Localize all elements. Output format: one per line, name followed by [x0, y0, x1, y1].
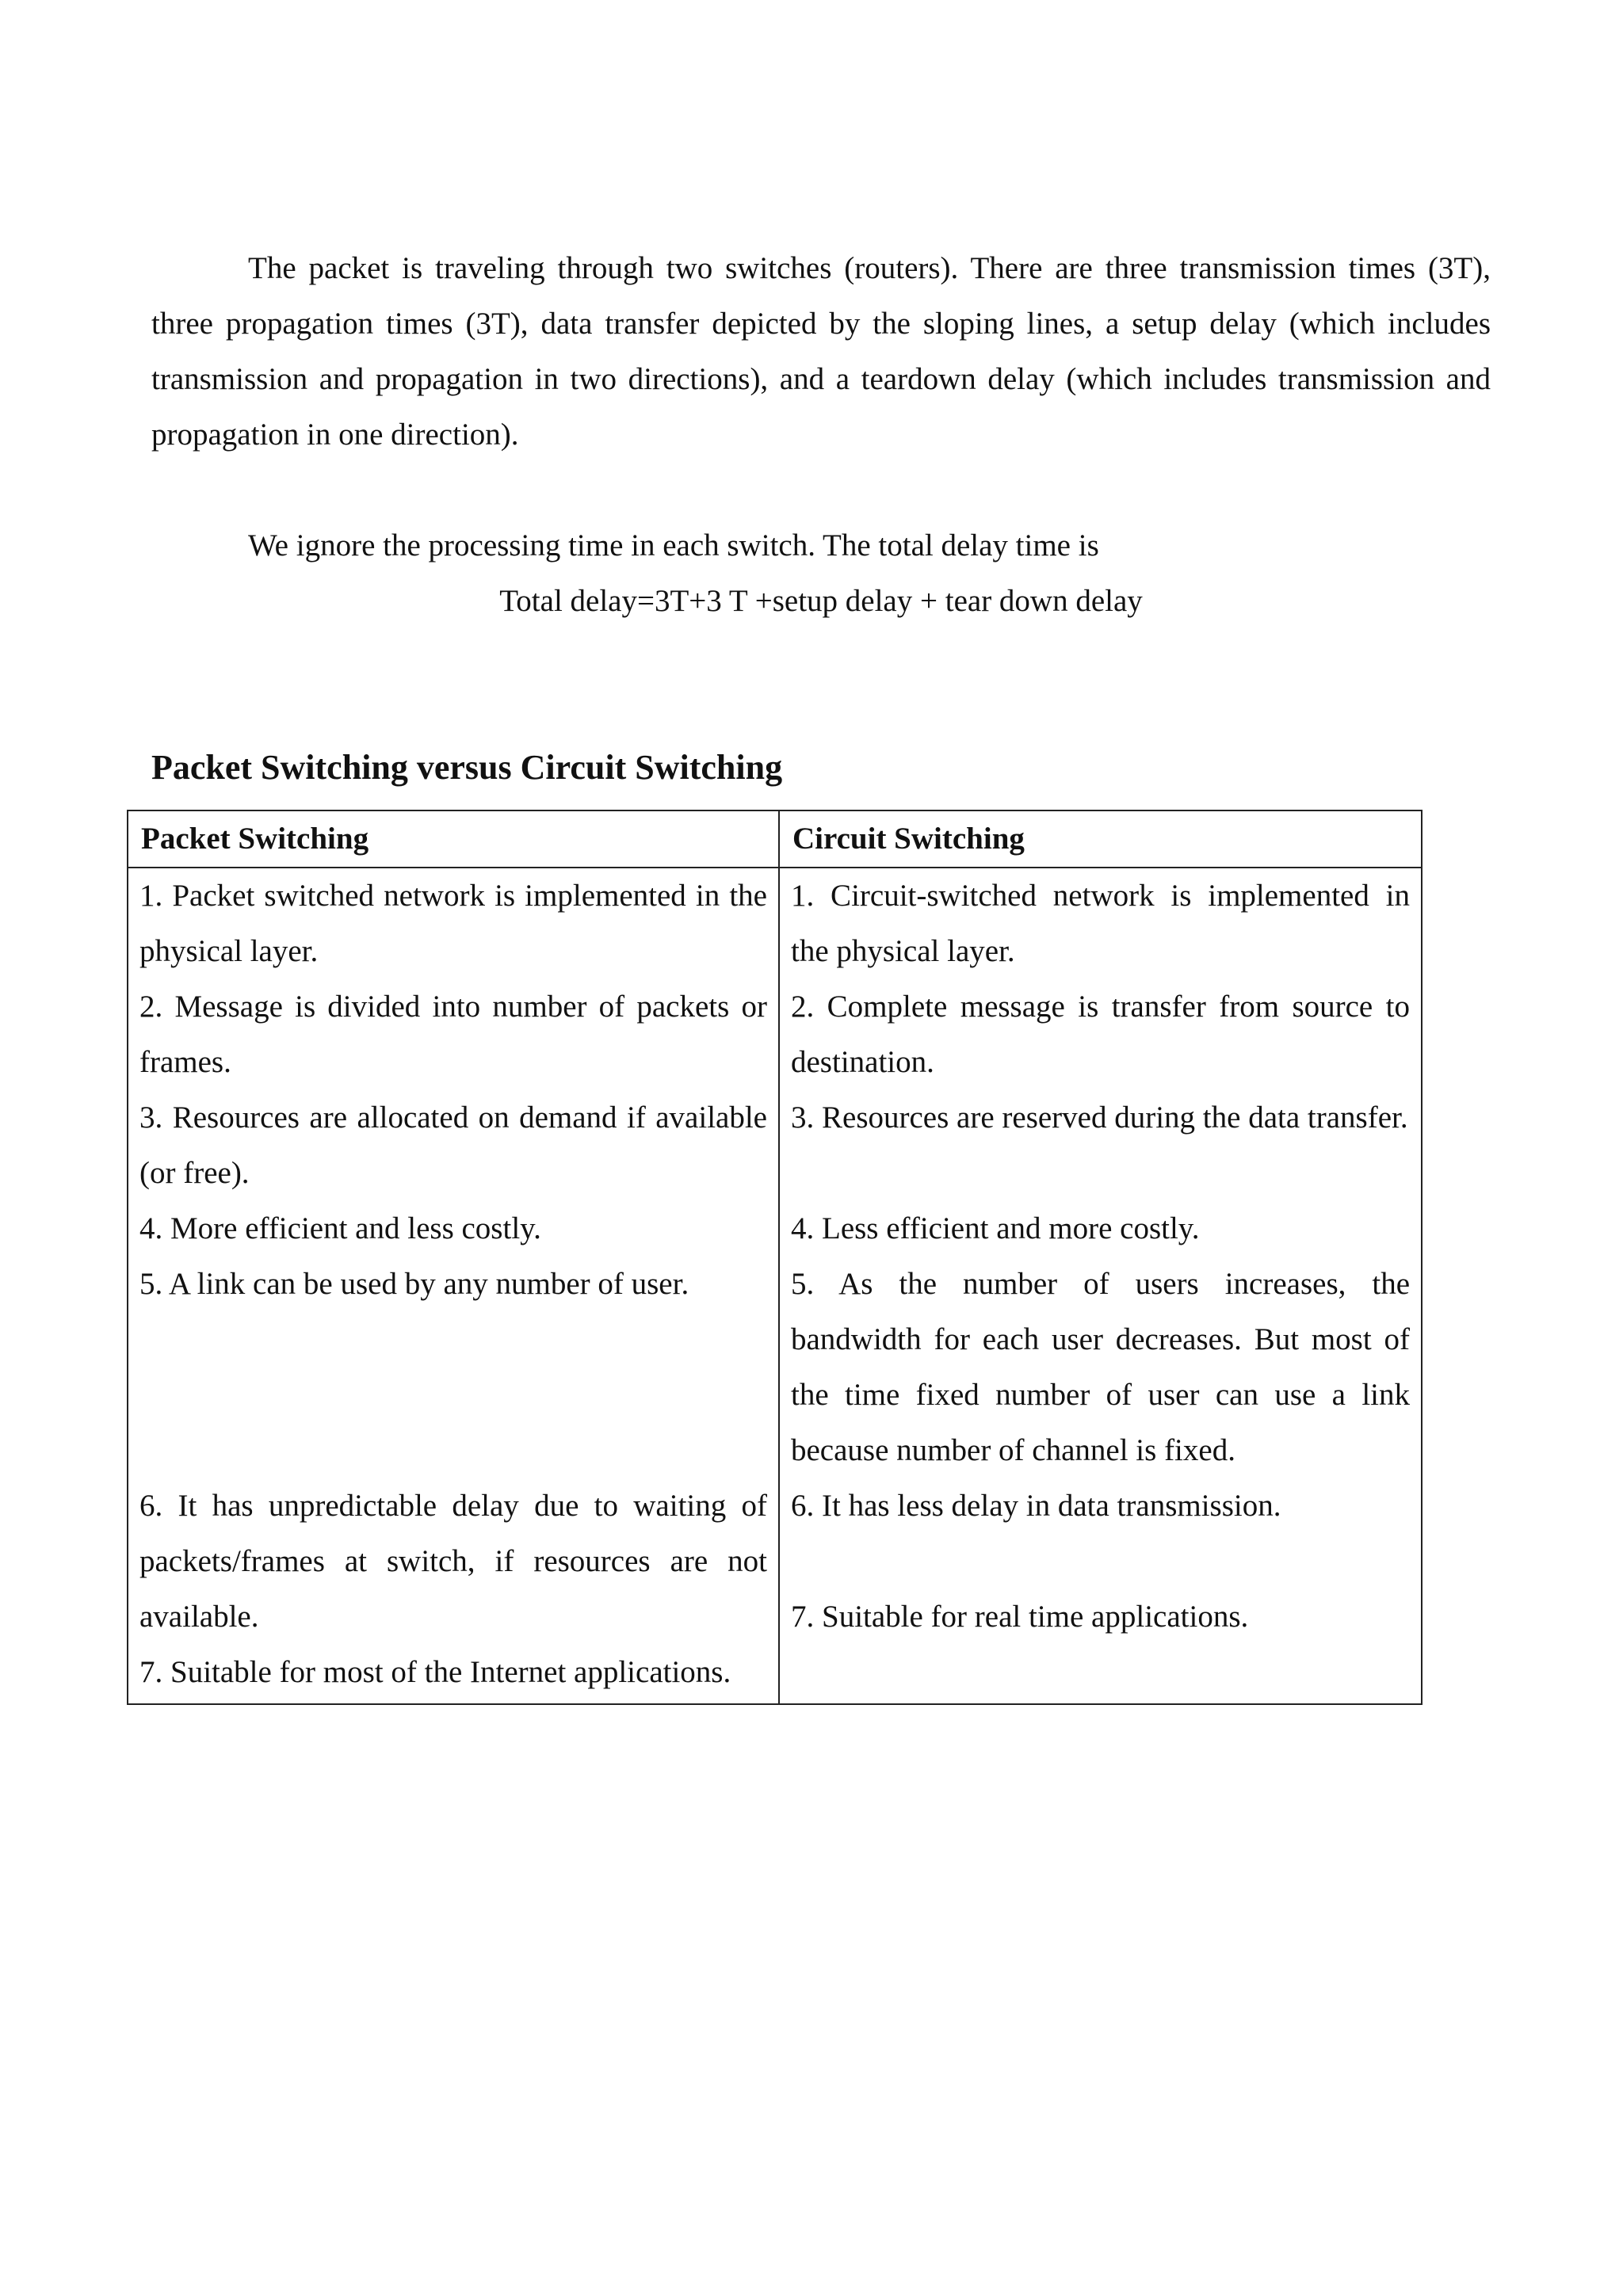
packet-item-6: 6. It has unpredictable delay due to waiting of packets/frames at switch, if resources are not available.	[139, 1489, 767, 1634]
packet-item-7: 7. Suitable for most of the Internet applications.	[139, 1655, 731, 1689]
circuit-item-3: 3. Resources are reserved during the data transfer.	[791, 1100, 1408, 1135]
packet-switching-column	[128, 868, 779, 1704]
circuit-item-1: 1. Circuit-switched network is implemented in the physical layer.	[791, 879, 1410, 968]
circuit-switching-column	[779, 868, 1422, 1704]
packet-item-1: 1. Packet switched network is implemented in the physical layer.	[139, 879, 767, 968]
section-title: Packet Switching versus Circuit Switching	[151, 748, 783, 787]
header-packet-switching: Packet Switching	[128, 810, 779, 868]
spacer	[791, 1146, 1410, 1201]
spacer	[139, 1312, 767, 1478]
packet-item-3: 3. Resources are allocated on demand if available (or free).	[139, 1100, 767, 1190]
ignore-processing-paragraph: We ignore the processing time in each switch. The total delay time is	[248, 528, 1099, 563]
circuit-item-5: 5. As the number of users increases, the bandwidth for each user decreases. But most of the time fixed number of user can use a link because number of channel is fixed.	[791, 1267, 1410, 1467]
intro-paragraph: The packet is traveling through two switches (routers). There are three transmission times (3T), three propagation times (3T), data transfer depicted by the sloping lines, a setup delay (which includes transmission and propagation in two directions), and a teardown delay (which includes transmission and propagation in one direction).	[151, 251, 1491, 452]
comparison-table	[127, 810, 1423, 1705]
packet-item-5: 5. A link can be used by any number of user.	[139, 1267, 689, 1301]
header-circuit-switching: Circuit Switching	[779, 810, 1422, 868]
packet-item-4: 4. More efficient and less costly.	[139, 1211, 541, 1245]
total-delay-formula: Total delay=3T+3 T +setup delay + tear down delay	[499, 584, 1143, 618]
circuit-item-7: 7. Suitable for real time applications.	[791, 1600, 1249, 1634]
packet-item-2: 2. Message is divided into number of packets or frames.	[139, 990, 767, 1079]
circuit-item-2: 2. Complete message is transfer from source to destination.	[791, 990, 1410, 1079]
circuit-item-6: 6. It has less delay in data transmission.	[791, 1489, 1281, 1523]
table-header-row	[128, 810, 1422, 868]
spacer	[791, 1534, 1410, 1589]
table-row	[128, 868, 1422, 1704]
circuit-item-4: 4. Less efficient and more costly.	[791, 1211, 1200, 1245]
